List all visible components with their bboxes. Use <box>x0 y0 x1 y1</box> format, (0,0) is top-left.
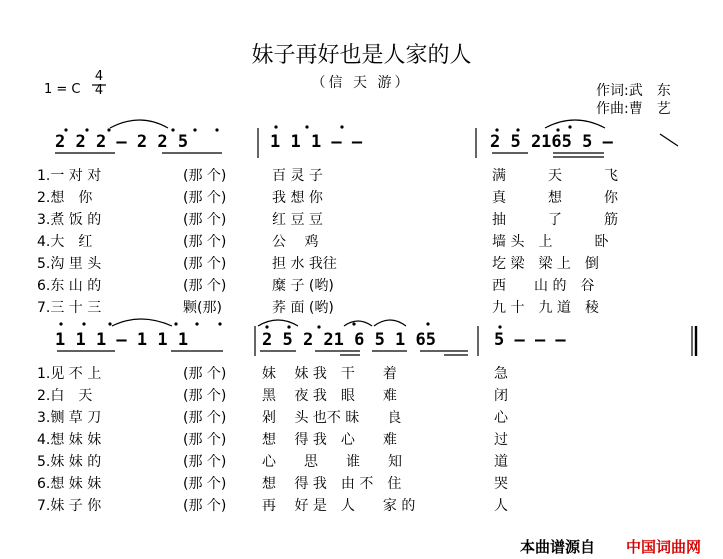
lyric-cell: (那 个) <box>183 168 227 184</box>
lyric-cell: (那 个) <box>183 234 227 250</box>
lyric-cell: 闭 <box>494 388 508 404</box>
lyric-cell: 1.一 对 对 <box>37 168 102 184</box>
lyric-cell: 西 山 的 谷 <box>492 278 595 294</box>
lyric-cell: 4.大 红 <box>37 234 93 250</box>
lyric-cell: 公 鸡 <box>272 234 319 250</box>
lyric-cell: 妹 妹 我 干 着 <box>262 366 397 382</box>
lyric-cell: (那 个) <box>183 476 227 492</box>
lyric-cell: 6.想 妹 妹 <box>37 476 102 492</box>
song-subtitle: （信 天 游） <box>311 75 412 91</box>
lyric-cell: 担 水 我往 <box>272 256 337 272</box>
lyric-cell: 糜 子 (哟) <box>272 278 334 294</box>
lyric-cell: (那 个) <box>183 432 227 448</box>
lyric-cell: (那 个) <box>183 190 227 206</box>
notes-s1-m1: 2 2 2 – 2 2 5 <box>55 132 189 152</box>
lyric-cell: 黑 夜 我 眼 难 <box>262 388 397 404</box>
lyric-cell: 哭 <box>494 476 508 492</box>
lyric-cell: 想 得 我 心 难 <box>262 432 397 448</box>
lyric-cell: 抽 了 筋 <box>492 212 618 228</box>
song-title: 妹子再好也是人家的人 <box>251 43 472 68</box>
lyric-cell: 荞 面 (哟) <box>272 300 334 316</box>
lyric-cell: 心 思 谁 知 <box>262 454 402 470</box>
lyric-cell: (那 个) <box>183 498 227 514</box>
source-label: 本曲谱源自 <box>520 538 596 556</box>
lyric-cell: (那 个) <box>183 212 227 228</box>
meter-top: 4 <box>94 69 104 84</box>
notes-s2-m3: 5 – – – <box>494 330 566 350</box>
lyric-cell: 5.妹 妹 的 <box>37 454 102 470</box>
lyric-cell: 道 <box>494 454 508 470</box>
lyric-cell: 2.白 天 <box>37 388 93 404</box>
lyric-cell: (那 个) <box>183 388 227 404</box>
lyric-cell: 圪 梁 梁 上 倒 <box>492 256 599 272</box>
lyric-cell: 3.煮 饭 的 <box>37 212 102 228</box>
lyric-cell: 想 得 我 由 不 住 <box>262 476 402 492</box>
notes-s2-m2: 2 5 2 21 6 5 1 65 <box>262 330 436 350</box>
lyric-cell: 过 <box>494 432 508 448</box>
notes-s2-m1: 1 1 1 – 1 1 1 <box>55 330 189 350</box>
composer: 作曲:曹 艺 <box>596 101 671 117</box>
lyric-cell: (那 个) <box>183 366 227 382</box>
meter-bottom: 4 <box>94 83 104 98</box>
lyric-cell: (那 个) <box>183 256 227 272</box>
lyric-cell: 2.想 你 <box>37 190 93 206</box>
lyric-cell: 我 想 你 <box>272 190 323 206</box>
lyric-cell: 3.铡 草 刀 <box>37 410 102 426</box>
lyricist: 作词:武 东 <box>596 83 671 99</box>
lyric-cell: 4.想 妹 妹 <box>37 432 102 448</box>
lyric-cell: 7.三 十 三 <box>37 300 102 316</box>
lyric-cell: (那 个) <box>183 454 227 470</box>
lyric-cell: 人 <box>494 498 508 514</box>
notes-s1-m3: 2 5 2165 5 – <box>490 132 613 152</box>
lyric-cell: 百 灵 子 <box>272 168 323 184</box>
lyric-cell: 九 十 九 道 稜 <box>492 300 599 316</box>
site-label: 中国词曲网 <box>626 538 702 556</box>
lyric-cell: 满 天 飞 <box>492 168 618 184</box>
lyric-cell: 剁 头 也不 昧 良 <box>262 410 402 426</box>
lyric-cell: 颗(那) <box>183 300 222 316</box>
lyric-cell: (那 个) <box>183 410 227 426</box>
lyric-cell: 6.东 山 的 <box>37 278 102 294</box>
lyric-cell: 再 好 是 人 家 的 <box>262 498 416 514</box>
key-signature: 1 = C <box>44 82 81 97</box>
lyric-cell: 急 <box>494 366 508 382</box>
lyric-cell: 5.沟 里 头 <box>37 256 102 272</box>
lyric-cell: (那 个) <box>183 278 227 294</box>
lyric-cell: 红 豆 豆 <box>272 212 323 228</box>
lyric-cell: 1.见 不 上 <box>37 366 102 382</box>
lyric-cell: 真 想 你 <box>492 190 618 206</box>
lyric-cell: 墙 头 上 卧 <box>492 234 609 250</box>
notes-s1-m2: 1 1 1 – – <box>270 132 363 152</box>
lyric-cell: 7.妹 子 你 <box>37 498 102 514</box>
lyric-cell: 心 <box>494 410 508 426</box>
